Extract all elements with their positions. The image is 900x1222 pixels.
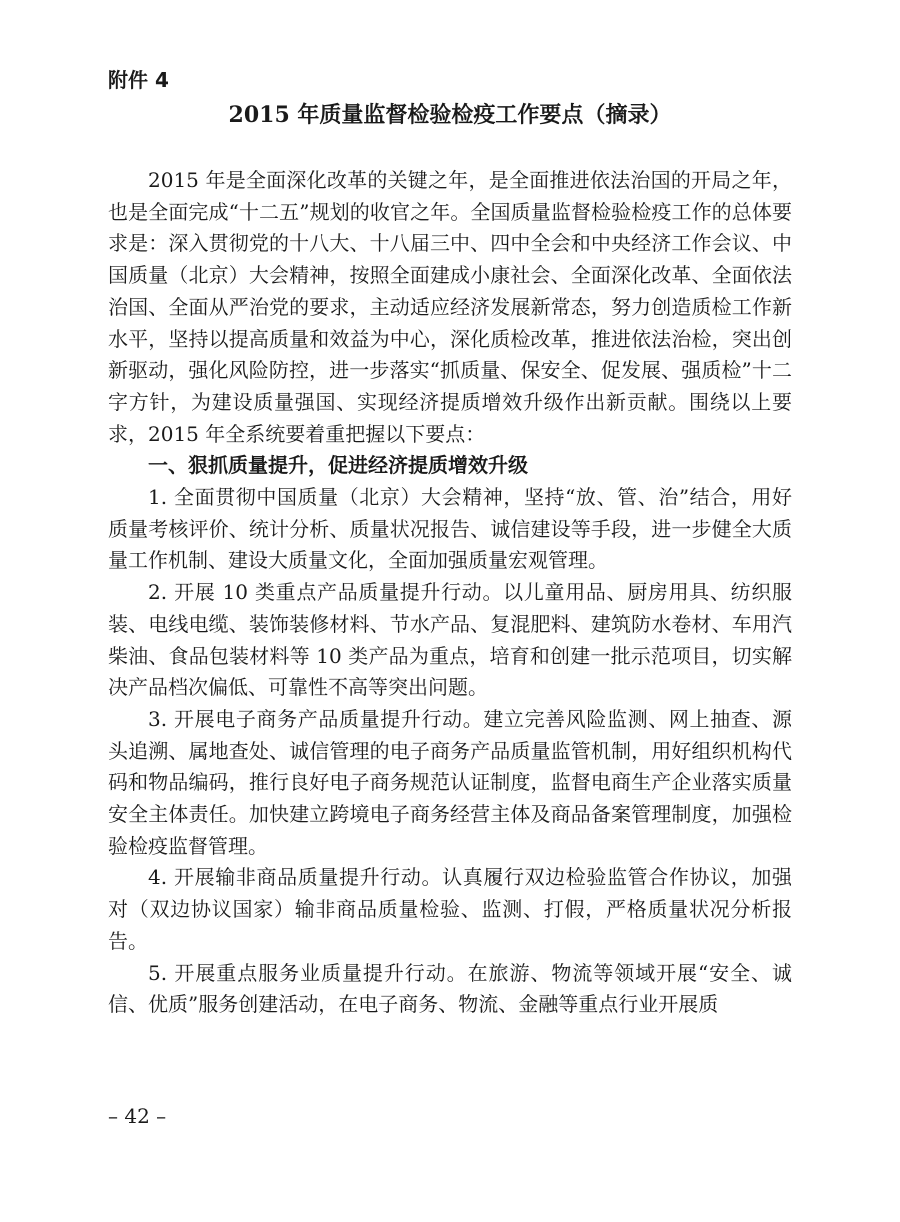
document-body: [108, 165, 792, 1021]
page-number: – 42 –: [108, 1104, 167, 1128]
item-paragraph-2: 2. 开展 10 类重点产品质量提升行动。以儿童用品、厨房用具、纺织服装、电线电缆、装饰装修材料、节水产品、复混肥料、建筑防水卷材、车用汽柴油、食品包装材料等 10 类产品为重点，培育和创建一批示范项目，切实解决产品档次偏低、可靠性不高等突出问题。: [108, 580, 792, 700]
item-paragraph-1: 1. 全面贯彻中国质量（北京）大会精神，坚持“放、管、治”结合，用好质量考核评价、统计分析、质量状况报告、诚信建设等手段，进一步健全大质量工作机制、建设大质量文化，全面加强质量宏观管理。: [108, 485, 792, 573]
section-heading-1: 一、狠抓质量提升，促进经济提质增效升级: [148, 453, 528, 478]
item-paragraph-3: 3. 开展电子商务产品质量提升行动。建立完善风险监测、网上抽查、源头追溯、属地查处、诚信管理的电子商务产品质量监管机制，用好组织机构代码和物品编码，推行良好电子商务规范认证制度，监督电商生产企业落实质量安全主体责任。加快建立跨境电子商务经营主体及商品备案管理制度，加强检验检疫监督管理。: [108, 706, 792, 858]
item-paragraph-5: 5. 开展重点服务业质量提升行动。在旅游、物流等领域开展“安全、诚信、优质”服务创建活动，在电子商务、物流、金融等重点行业开展质: [108, 960, 792, 1017]
item-paragraph-4: 4. 开展输非商品质量提升行动。认真履行双边检验监管合作协议，加强对（双边协议国家）输非商品质量检验、监测、打假，严格质量状况分析报告。: [108, 865, 792, 953]
attachment-label: 附件 4: [108, 68, 169, 92]
document-title: 2015 年质量监督检验检疫工作要点（摘录）: [228, 102, 672, 128]
intro-paragraph: 2015 年是全面深化改革的关键之年，是全面推进依法治国的开局之年，也是全面完成“十二五”规划的收官之年。全国质量监督检验检疫工作的总体要求是：深入贯彻党的十八大、十八届三中、四中全会和中央经济工作会议、中国质量（北京）大会精神，按照全面建成小康社会、全面深化改革、全面依法治国、全面从严治党的要求，主动适应经济发展新常态，努力创造质检工作新水平，坚持以提高质量和效益为中心，深化质检改革，推进依法治检，突出创新驱动，强化风险防控，进一步落实“抓质量、保安全、促发展、强质检”十二字方针，为建设质量强国、实现经济提质增效升级作出新贡献。围绕以上要求，2015 年全系统要着重把握以下要点：: [108, 168, 792, 446]
